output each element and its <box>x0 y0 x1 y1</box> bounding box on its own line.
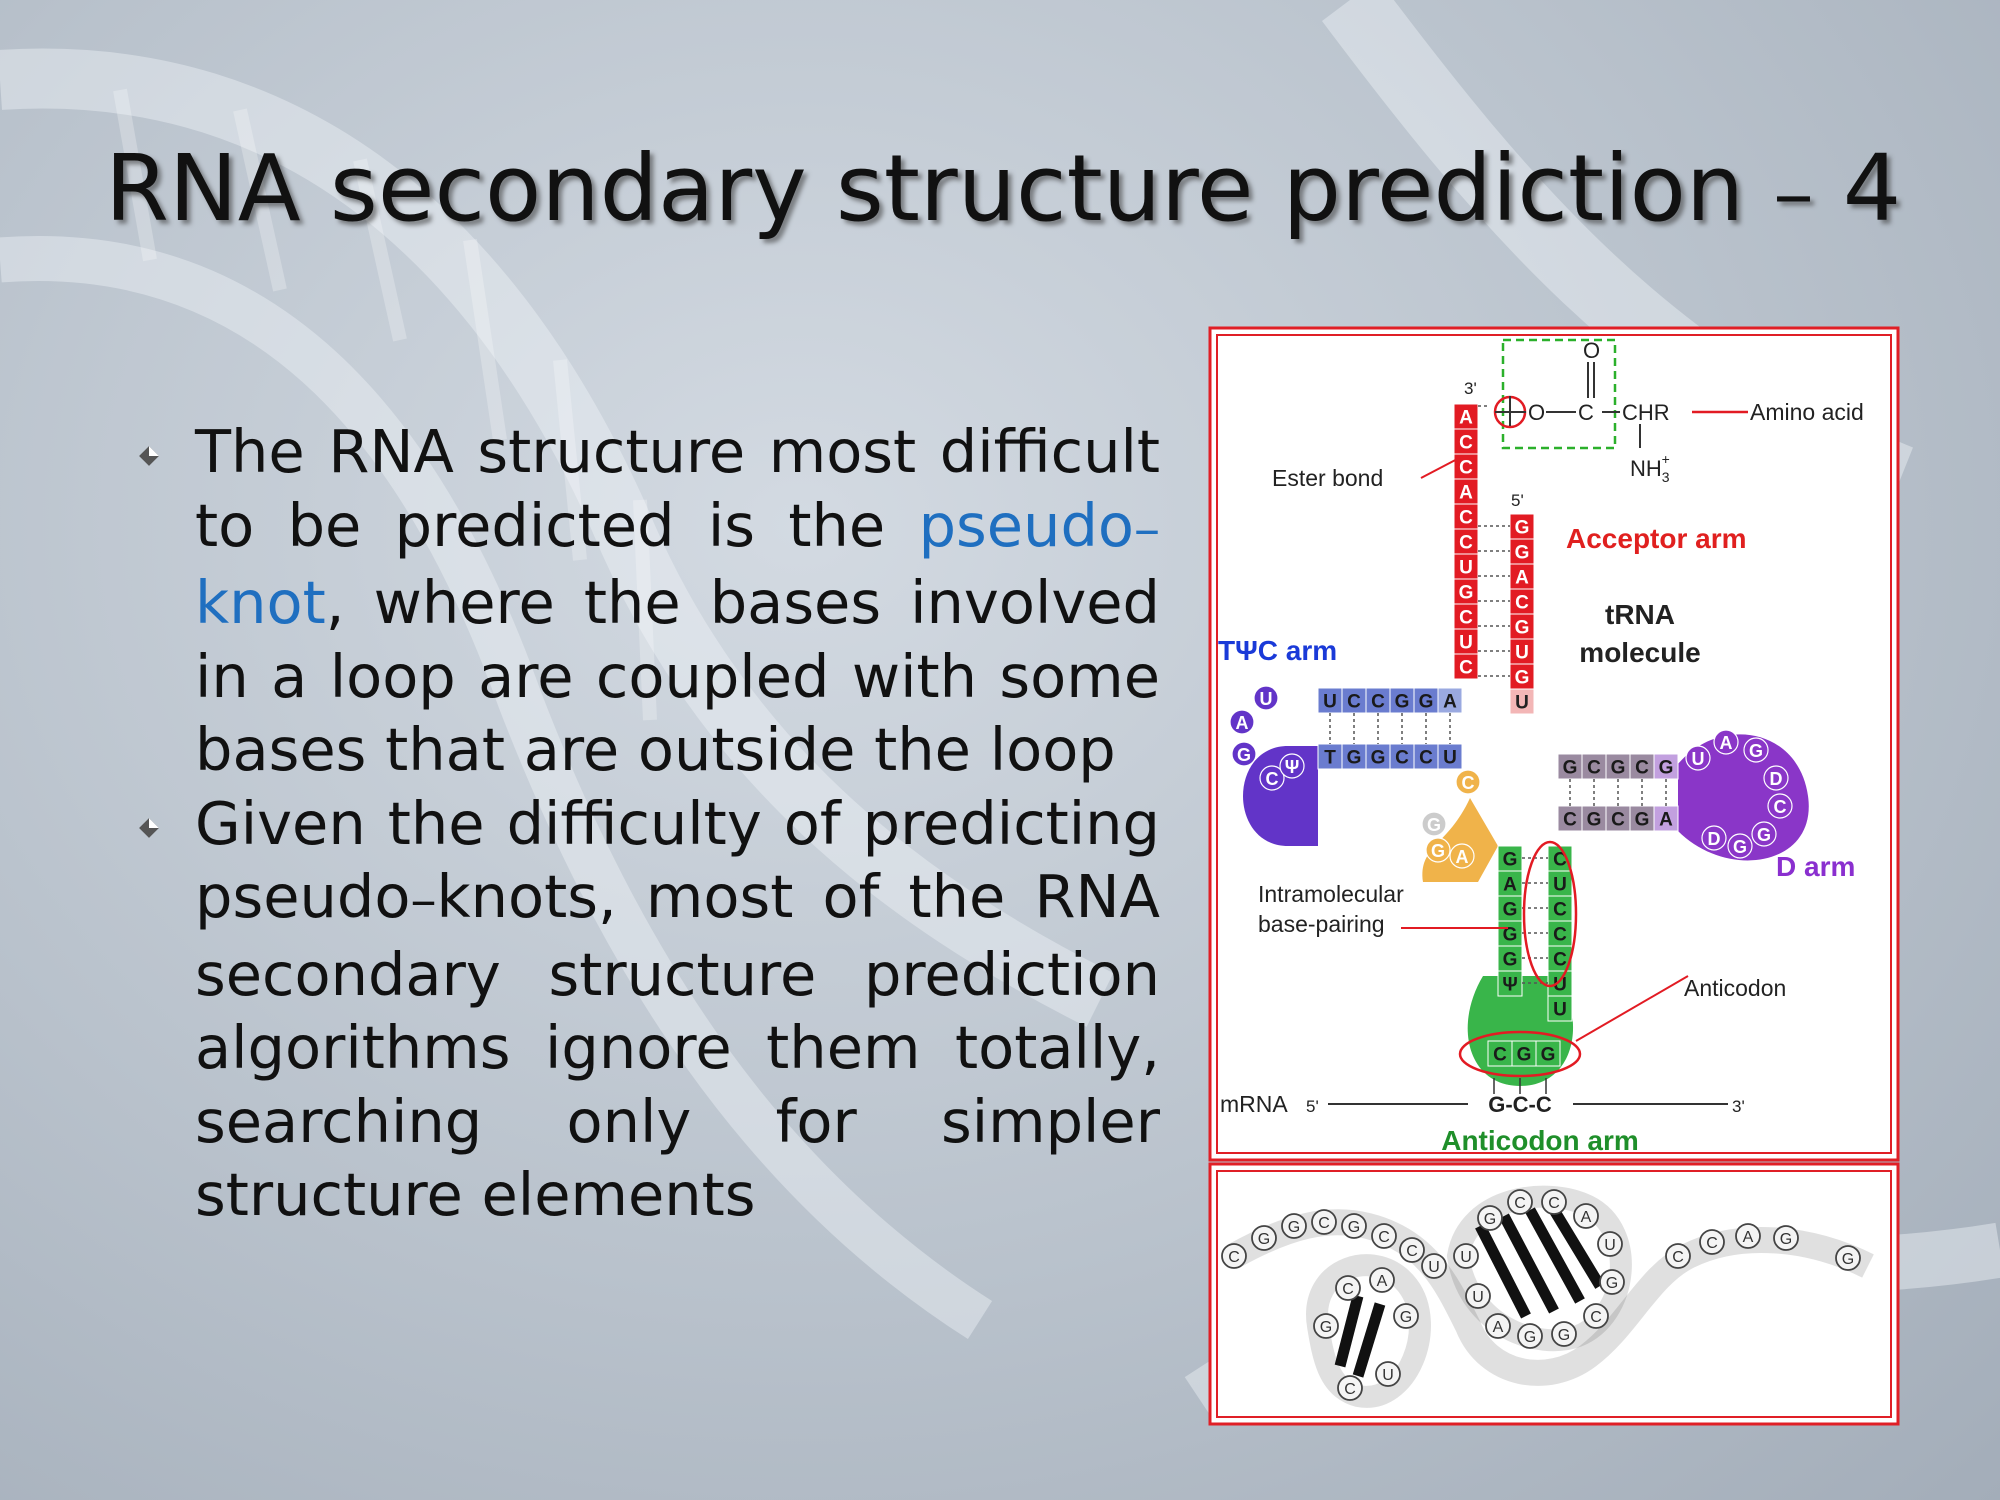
svg-text:G: G <box>1514 542 1530 564</box>
acceptor-3-base <box>1454 479 1478 504</box>
d-bottom-base <box>1606 806 1630 831</box>
knot-base <box>1584 1304 1608 1328</box>
label-three-prime: 3' <box>1464 379 1477 398</box>
tpsic-bottom-base <box>1342 744 1366 769</box>
svg-text:C: C <box>1461 773 1475 793</box>
tpsic-loop-base <box>1230 710 1254 734</box>
bullet-item-algorithms <box>130 787 1160 1232</box>
label-ester-bond: Ester bond <box>1272 465 1384 491</box>
label-tpsic-arm: TΨC arm <box>1218 635 1338 666</box>
svg-text:C: C <box>1395 747 1409 769</box>
svg-text:U: U <box>1691 749 1705 769</box>
svg-text:U: U <box>1382 1367 1394 1384</box>
knot-base <box>1252 1226 1276 1250</box>
knot-base <box>1312 1210 1336 1234</box>
svg-text:C: C <box>1553 899 1567 921</box>
acceptor-3-base <box>1454 529 1478 554</box>
svg-text:G: G <box>1514 517 1530 539</box>
tpsic-loop-base <box>1280 754 1304 778</box>
svg-text:G: G <box>1756 825 1772 845</box>
acceptor-5-base <box>1510 664 1534 689</box>
svg-text:C: C <box>1548 1195 1560 1212</box>
acceptor-3-base <box>1454 554 1478 579</box>
svg-text:C: C <box>1459 457 1473 479</box>
svg-text:A: A <box>1719 733 1733 753</box>
d-bottom-base <box>1630 806 1654 831</box>
junction-base <box>1422 812 1446 836</box>
knot-base <box>1336 1276 1360 1300</box>
svg-text:U: U <box>1459 632 1473 654</box>
knot-base <box>1736 1224 1760 1248</box>
svg-text:C: C <box>1342 1281 1354 1298</box>
acceptor-5-base <box>1510 614 1534 639</box>
svg-text:A: A <box>1659 809 1673 831</box>
tpsic-top-base <box>1414 688 1438 713</box>
svg-text:C: C <box>1347 691 1361 713</box>
svg-text:G: G <box>1841 1251 1855 1268</box>
knot-base <box>1836 1246 1860 1270</box>
svg-text:D: D <box>1769 769 1783 789</box>
knot-base <box>1338 1376 1362 1400</box>
svg-text:T: T <box>1324 747 1336 769</box>
d-bottom-base <box>1654 806 1678 831</box>
knot-base <box>1394 1304 1418 1328</box>
svg-text:G: G <box>1346 747 1362 769</box>
d-top-base <box>1582 754 1606 779</box>
pseudoknot-term-dash: – <box>1134 498 1160 559</box>
anticodon-base <box>1488 1041 1512 1066</box>
knot-base <box>1478 1206 1502 1230</box>
tpsic-top-base <box>1342 688 1366 713</box>
knot-base <box>1372 1224 1396 1248</box>
tpsic-top-base <box>1318 688 1342 713</box>
knot-base <box>1222 1244 1246 1268</box>
svg-text:C: C <box>1706 1235 1718 1252</box>
anticodon-right-base <box>1548 896 1572 921</box>
anticodon-right-base <box>1548 921 1572 946</box>
label-trna-line2: molecule <box>1579 637 1701 668</box>
anticodon-right-base <box>1548 996 1572 1021</box>
svg-text:U: U <box>1259 689 1273 709</box>
acceptor-5-base <box>1510 639 1534 664</box>
d-top-base <box>1558 754 1582 779</box>
anticodon-right-base <box>1548 871 1572 896</box>
label-d-arm: D arm <box>1776 851 1856 882</box>
d-top-base <box>1606 754 1630 779</box>
title-text: RNA secondary structure prediction <box>105 135 1745 242</box>
label-carbon: C <box>1578 400 1594 425</box>
svg-text:G: G <box>1458 582 1474 604</box>
anticodon-base <box>1536 1041 1560 1066</box>
label-mrna: mRNA <box>1220 1091 1288 1117</box>
svg-text:C: C <box>1459 432 1473 454</box>
svg-text:U: U <box>1515 692 1529 714</box>
acceptor-3-base <box>1454 404 1478 429</box>
svg-text:U: U <box>1428 1259 1440 1276</box>
diamond-bullet-icon <box>138 445 160 467</box>
svg-text:C: C <box>1553 949 1567 971</box>
svg-text:G: G <box>1370 747 1386 769</box>
svg-text:U: U <box>1472 1289 1484 1306</box>
svg-text:G: G <box>1502 924 1518 946</box>
anticodon-left-base <box>1498 846 1522 871</box>
label-anticodon-arm: Anticodon arm <box>1441 1125 1639 1156</box>
svg-text:C: C <box>1459 507 1473 529</box>
pseudoknot-term-b: knot <box>195 568 326 637</box>
svg-text:C: C <box>1228 1249 1240 1266</box>
knot-base <box>1454 1244 1478 1268</box>
acceptor-3-base <box>1454 654 1478 679</box>
svg-text:G: G <box>1514 617 1530 639</box>
knot-base <box>1574 1204 1598 1228</box>
svg-text:G: G <box>1514 667 1530 689</box>
svg-text:D: D <box>1707 829 1721 849</box>
svg-text:C: C <box>1406 1243 1418 1260</box>
label-five-prime: 5' <box>1511 491 1524 510</box>
svg-text:U: U <box>1443 747 1457 769</box>
svg-text:C: C <box>1635 757 1649 779</box>
svg-text:C: C <box>1553 849 1567 871</box>
svg-text:G: G <box>1610 757 1626 779</box>
bullet-1-text-b: , where the bases involved in a loop are coupled with some bases that are outside the loop <box>195 568 1160 784</box>
svg-text:G: G <box>1347 1219 1361 1236</box>
slide-title <box>105 135 1945 242</box>
svg-text:G: G <box>1605 1275 1619 1292</box>
svg-text:A: A <box>1503 874 1517 896</box>
knot-base <box>1486 1314 1510 1338</box>
label-acceptor-arm: Acceptor arm <box>1566 523 1747 554</box>
svg-text:G: G <box>1430 841 1446 861</box>
svg-text:A: A <box>1515 567 1529 589</box>
bullet-list <box>130 415 1160 1232</box>
svg-text:U: U <box>1553 874 1567 896</box>
svg-text:G: G <box>1540 1044 1556 1066</box>
knot-base <box>1600 1270 1624 1294</box>
knot-base <box>1466 1284 1490 1308</box>
svg-text:A: A <box>1580 1209 1592 1226</box>
tpsic-top-base <box>1366 688 1390 713</box>
knot-base <box>1542 1190 1566 1214</box>
anticodon-right-base <box>1548 971 1572 996</box>
svg-text:U: U <box>1459 557 1473 579</box>
d-loop-base <box>1702 826 1726 850</box>
knot-base <box>1508 1190 1532 1214</box>
tpsic-link-base <box>1456 770 1480 794</box>
acceptor-3-base <box>1454 629 1478 654</box>
svg-text:G: G <box>1516 1044 1532 1066</box>
svg-text:C: C <box>1672 1249 1684 1266</box>
acceptor-5-base <box>1510 539 1534 564</box>
knot-base <box>1774 1226 1798 1250</box>
nh3-sub: 3 <box>1661 469 1670 485</box>
knot-base <box>1370 1268 1394 1292</box>
d-loop-base <box>1764 766 1788 790</box>
pseudoknot-term-a: pseudo <box>918 490 1134 560</box>
bullet-2-text-b: knots, most of the RNA secondary structure prediction algorithms ignore them totally, searching only for simpler structure elements <box>195 862 1160 1229</box>
svg-text:G: G <box>1523 1329 1537 1346</box>
acceptor-5-base <box>1510 689 1534 714</box>
svg-text:C: C <box>1371 691 1385 713</box>
svg-text:C: C <box>1344 1381 1356 1398</box>
svg-text:C: C <box>1773 797 1787 817</box>
label-mrna-codon: G-C-C <box>1488 1092 1552 1117</box>
svg-text:A: A <box>1455 847 1469 867</box>
d-loop-base <box>1728 834 1752 858</box>
tpsic-bottom-base <box>1366 744 1390 769</box>
knot-base <box>1400 1238 1424 1262</box>
svg-text:G: G <box>1257 1231 1271 1248</box>
svg-text:U: U <box>1460 1249 1472 1266</box>
svg-text:A: A <box>1459 482 1473 504</box>
label-intramolecular: Intramolecular <box>1258 881 1404 907</box>
svg-text:G: G <box>1287 1219 1301 1236</box>
label-base-pairing: base-pairing <box>1258 911 1385 937</box>
junction-base <box>1426 838 1450 862</box>
d-loop-base <box>1714 730 1738 754</box>
anticodon-right-base <box>1548 846 1572 871</box>
knot-base <box>1342 1214 1366 1238</box>
svg-text:U: U <box>1515 642 1529 664</box>
svg-text:G: G <box>1732 837 1748 857</box>
svg-text:C: C <box>1378 1229 1390 1246</box>
diamond-bullet-icon <box>138 817 160 839</box>
svg-text:A: A <box>1443 691 1457 713</box>
d-loop-base <box>1768 794 1792 818</box>
svg-text:C: C <box>1553 924 1567 946</box>
tpsic-bottom-base <box>1438 744 1462 769</box>
anticodon-left-base <box>1498 871 1522 896</box>
svg-text:A: A <box>1492 1319 1504 1336</box>
d-loop-base <box>1752 822 1776 846</box>
d-top-base <box>1630 754 1654 779</box>
svg-text:A: A <box>1376 1273 1388 1290</box>
acceptor-3-base <box>1454 579 1478 604</box>
svg-text:Ψ: Ψ <box>1502 974 1518 996</box>
svg-text:C: C <box>1563 809 1577 831</box>
svg-text:G: G <box>1634 809 1650 831</box>
svg-text:U: U <box>1323 691 1337 713</box>
svg-text:C: C <box>1318 1215 1330 1232</box>
svg-text:G: G <box>1399 1309 1413 1326</box>
title-number: 4 <box>1842 135 1902 242</box>
svg-text:C: C <box>1265 769 1279 789</box>
tpsic-bottom-base <box>1414 744 1438 769</box>
knot-base <box>1282 1214 1306 1238</box>
acceptor-5-base <box>1510 514 1534 539</box>
bullet-item-pseudoknot <box>130 415 1160 787</box>
title-dash: – <box>1773 146 1814 239</box>
tpsic-top-base <box>1438 688 1462 713</box>
svg-text:U: U <box>1553 974 1567 996</box>
acceptor-3-base <box>1454 429 1478 454</box>
tpsic-top-base <box>1390 688 1414 713</box>
junction-base <box>1450 844 1474 868</box>
nh3-text: NH <box>1630 456 1662 481</box>
svg-text:G: G <box>1502 949 1518 971</box>
svg-text:G: G <box>1557 1327 1571 1344</box>
acceptor-5-base <box>1510 564 1534 589</box>
knot-base <box>1666 1244 1690 1268</box>
bullet-1-text-a: The RNA structure most difficult to be predicted is the <box>195 417 1160 560</box>
svg-text:C: C <box>1459 607 1473 629</box>
svg-text:U: U <box>1553 999 1567 1021</box>
d-bottom-base <box>1582 806 1606 831</box>
svg-text:A: A <box>1742 1229 1754 1246</box>
svg-text:C: C <box>1611 809 1625 831</box>
d-loop-base <box>1686 746 1710 770</box>
label-chr: CHR <box>1622 400 1670 425</box>
svg-text:C: C <box>1515 592 1529 614</box>
bullet-2-text-a: Given the difficulty of predicting pseudo <box>195 788 1160 931</box>
tpsic-loop-base <box>1254 686 1278 710</box>
trna-figure <box>1208 326 1900 1426</box>
svg-text:G: G <box>1748 741 1764 761</box>
svg-text:G: G <box>1418 691 1434 713</box>
svg-text:Ψ: Ψ <box>1284 757 1300 777</box>
label-carbonyl-o: O <box>1583 338 1601 363</box>
bullet-2-dash: – <box>410 870 437 930</box>
svg-text:C: C <box>1459 532 1473 554</box>
d-bottom-base <box>1558 806 1582 831</box>
anticodon-left-base <box>1498 971 1522 996</box>
svg-text:G: G <box>1586 809 1602 831</box>
svg-text:G: G <box>1394 691 1410 713</box>
anticodon-left-base <box>1498 896 1522 921</box>
svg-text:C: C <box>1419 747 1433 769</box>
svg-text:G: G <box>1236 745 1252 765</box>
label-mrna-5: 5' <box>1306 1097 1319 1116</box>
anticodon-left-base <box>1498 946 1522 971</box>
label-ester-o: O <box>1528 400 1546 425</box>
knot-base <box>1422 1254 1446 1278</box>
label-mrna-3: 3' <box>1732 1097 1745 1116</box>
svg-text:G: G <box>1502 899 1518 921</box>
d-loop-base <box>1744 738 1768 762</box>
knot-base <box>1376 1362 1400 1386</box>
svg-text:C: C <box>1493 1044 1507 1066</box>
knot-base <box>1700 1230 1724 1254</box>
label-amino-acid: Amino acid <box>1750 399 1864 425</box>
label-anticodon: Anticodon <box>1684 975 1787 1001</box>
svg-text:G: G <box>1319 1319 1333 1336</box>
svg-text:G: G <box>1426 815 1442 835</box>
svg-text:U: U <box>1604 1237 1616 1254</box>
svg-text:C: C <box>1587 757 1601 779</box>
svg-text:C: C <box>1514 1195 1526 1212</box>
acceptor-3-base <box>1454 604 1478 629</box>
svg-text:G: G <box>1562 757 1578 779</box>
svg-text:G: G <box>1502 849 1518 871</box>
tpsic-bottom-base <box>1390 744 1414 769</box>
anticodon-left-base <box>1498 921 1522 946</box>
label-trna-line1: tRNA <box>1605 599 1675 630</box>
svg-text:C: C <box>1590 1309 1602 1326</box>
svg-text:G: G <box>1483 1211 1497 1228</box>
svg-text:G: G <box>1779 1231 1793 1248</box>
svg-text:A: A <box>1459 407 1473 429</box>
acceptor-3-base <box>1454 504 1478 529</box>
svg-text:A: A <box>1235 713 1249 733</box>
knot-base <box>1552 1322 1576 1346</box>
knot-base <box>1598 1232 1622 1256</box>
svg-text:G: G <box>1658 757 1674 779</box>
acceptor-5-base <box>1510 589 1534 614</box>
tpsic-bottom-base <box>1318 744 1342 769</box>
d-top-base <box>1654 754 1678 779</box>
svg-text:C: C <box>1459 657 1473 679</box>
nh3-sup: + <box>1661 451 1670 467</box>
tpsic-loop-base <box>1232 742 1256 766</box>
knot-base <box>1518 1324 1542 1348</box>
anticodon-base <box>1512 1041 1536 1066</box>
knot-base <box>1314 1314 1338 1338</box>
